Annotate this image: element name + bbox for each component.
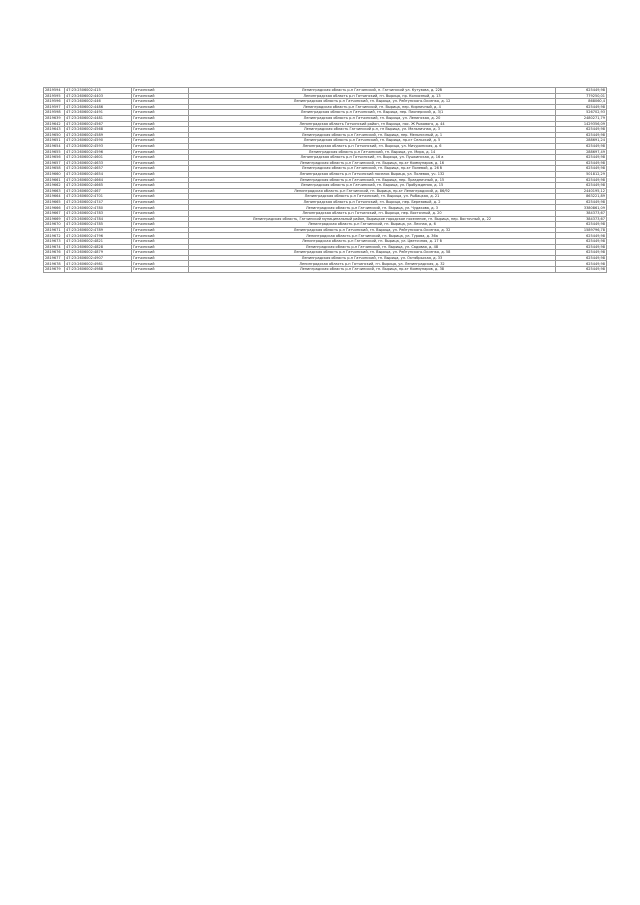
- cadastral-number-cell: 47:23:2606002:4701: [65, 194, 132, 200]
- value-cell: 1429356,09: [556, 121, 607, 127]
- value-cell: 2480271,79: [556, 115, 607, 121]
- value-cell: 288691,24: [556, 138, 607, 144]
- row-id-cell: 2819651: [44, 138, 65, 144]
- value-cell: 625449,98: [556, 233, 607, 239]
- cadastral-number-cell: 47:23:2606002:4589: [65, 132, 132, 138]
- district-cell: Гатчинский: [132, 261, 189, 267]
- address-cell: Ленинградская область Гатчинский р-н, гп Вырица, ул. Мельничная, д. 3: [189, 127, 556, 133]
- address-cell: Ленинградская область р-н Гатчинский, гп. Вырица, ул. Октябрьская, д. 33: [189, 255, 556, 261]
- district-cell: Гатчинский: [132, 110, 189, 116]
- row-id-cell: 2819660: [44, 171, 65, 177]
- value-cell: 288697,49: [556, 149, 607, 155]
- address-cell: Ленинградская область р-н Гатчинский, гп. Вырица, ул. Цветочная, д. 17 б: [189, 239, 556, 245]
- cadastral-number-cell: 47:23:2606002:467: [65, 188, 132, 194]
- value-cell: 2440195,12: [556, 188, 607, 194]
- district-cell: Гатчинский: [132, 99, 189, 105]
- address-cell: Ленинградская область р-н Гатчинский, гп. Вырица, пер. Мельничный, д. 1: [189, 132, 556, 138]
- district-cell: Гатчинский: [132, 177, 189, 183]
- address-cell: Ленинградская область р-н Гатчинский, гп. Вырица, ул. Рыбацкая, д. 21: [189, 194, 556, 200]
- cadastral-number-cell: 47:23:2606002:4747: [65, 199, 132, 205]
- row-id-cell: 2819658: [44, 166, 65, 172]
- cadastral-number-cell: 47:23:2606002:4665: [65, 183, 132, 189]
- address-cell: Ленинградская область р-н Гатчинский, гп. Вырица, ул. Мира, д. 14: [189, 149, 556, 155]
- district-cell: Гатчинский: [132, 188, 189, 194]
- document-table: [43, 87, 605, 273]
- row-id-cell: 2819595: [44, 93, 65, 99]
- district-cell: Гатчинский: [132, 88, 189, 94]
- row-id-cell: 2819666: [44, 205, 65, 211]
- table-row: [44, 267, 607, 273]
- cadastral-number-cell: 47:23:2606002:446: [65, 99, 132, 105]
- value-cell: 625449,98: [556, 143, 607, 149]
- cadastral-number-cell: 47:23:2606002:4596: [65, 149, 132, 155]
- address-cell: Ленинградская область р-н Гатчинский, гп. Вырица, пр-кт Коммунаров, д. 16: [189, 160, 556, 166]
- cadastral-number-cell: 47:23:2606002:4828: [65, 244, 132, 250]
- row-id-cell: 2819639: [44, 115, 65, 121]
- row-id-cell: 2819642: [44, 121, 65, 127]
- value-cell: 625449,98: [556, 132, 607, 138]
- district-cell: Гатчинский: [132, 171, 189, 177]
- cadastral-number-cell: 47:23:2606002:4789: [65, 227, 132, 233]
- value-cell: 779250,01: [556, 93, 607, 99]
- value-cell: 625449,98: [556, 199, 607, 205]
- district-cell: Гатчинский: [132, 138, 189, 144]
- cadastral-number-cell: 47:23:2606002:4633: [65, 160, 132, 166]
- address-cell: Ленинградская область р-н Гатчинский, гп. Вырица, пер. Березовый, д. 2: [189, 199, 556, 205]
- address-cell: Ленинградская область р-н Гатчинский, гп. Вырица, пер. Кирпичный, д. 4: [189, 104, 556, 110]
- value-cell: 384373,67: [556, 211, 607, 217]
- district-cell: Гатчинский: [132, 166, 189, 172]
- district-cell: Гатчинский: [132, 160, 189, 166]
- cadastral-number-cell: 47:23:2606002:4568: [65, 127, 132, 133]
- value-cell: 625449,98: [556, 261, 607, 267]
- district-cell: Гатчинский: [132, 244, 189, 250]
- address-cell: Ленинградская область р-н Гатчинский, гп. Вырица, ул. Турова, д. 36а: [189, 233, 556, 239]
- cadastral-number-cell: 47:23:2606002:4796: [65, 233, 132, 239]
- value-cell: 625449,98: [556, 267, 607, 273]
- cadastral-number-cell: 47:23:2606002:4657: [65, 166, 132, 172]
- district-cell: Гатчинский: [132, 199, 189, 205]
- records-table: [43, 87, 607, 273]
- row-id-cell: 2819679: [44, 267, 65, 273]
- district-cell: Гатчинский: [132, 104, 189, 110]
- district-cell: Гатчинский: [132, 239, 189, 245]
- value-cell: 625449,98: [556, 88, 607, 94]
- row-id-cell: 2819672: [44, 233, 65, 239]
- district-cell: Гатчинский: [132, 233, 189, 239]
- row-id-cell: 2819670: [44, 222, 65, 228]
- address-cell: Ленинградская область р-н Гатчинский, гп. Вырица, ул. Мичуринская, д. 6: [189, 143, 556, 149]
- value-cell: 384373,67: [556, 216, 607, 222]
- value-cell: 625449,98: [556, 255, 607, 261]
- district-cell: Гатчинский: [132, 143, 189, 149]
- row-id-cell: 2819669: [44, 216, 65, 222]
- address-cell: Ленинградская область Гатчинский район, гп Вырица, пос. Ж Рыкового, д. 44: [189, 121, 556, 127]
- address-cell: Ленинградская область р-н Гатчинский, гп. Вырица, пер. Пионерский, д. 3/1: [189, 110, 556, 116]
- cadastral-number-cell: 47:23:2606002:4907: [65, 255, 132, 261]
- value-cell: 625449,98: [556, 239, 607, 245]
- row-id-cell: 2819594: [44, 88, 65, 94]
- value-cell: 625449,98: [556, 160, 607, 166]
- cadastral-number-cell: 47:23:2606002:4486: [65, 104, 132, 110]
- address-cell: Ленинградская область р-н Гатчинский, п. Гатчинский ул. Кутузова, д. 22б: [189, 88, 556, 94]
- value-cell: 625449,98: [556, 244, 607, 250]
- row-id-cell: 2819597: [44, 104, 65, 110]
- address-cell: Ленинградская область р-н Гатчинский поселок Вырица, ул. Полевая, уч. 132: [189, 171, 556, 177]
- district-cell: Гатчинский: [132, 121, 189, 127]
- address-cell: Ленинградская область, Гатчинский муниципальный район, Вырицкое городское поселение, гп. Вырица, пер. Восточный, д. 22: [189, 216, 556, 222]
- district-cell: Гатчинский: [132, 267, 189, 273]
- address-cell: Ленинградская область р-н Гатчинский, гп. Вырица, ул. Пушкинская, д. 16 а: [189, 155, 556, 161]
- cadastral-number-cell: 47:23:2606002:4593: [65, 143, 132, 149]
- value-cell: 868060,4: [556, 99, 607, 105]
- district-cell: Гатчинский: [132, 155, 189, 161]
- cadastral-number-cell: 47:23:2606002:4403: [65, 93, 132, 99]
- district-cell: Гатчинский: [132, 149, 189, 155]
- value-cell: 625449,98: [556, 222, 607, 228]
- cadastral-number-cell: 47:23:2606002:4783: [65, 211, 132, 217]
- cadastral-number-cell: 47:23:2606002:4664: [65, 177, 132, 183]
- cadastral-number-cell: 47:23:2606002:4491: [65, 110, 132, 116]
- value-cell: 625449,98: [556, 183, 607, 189]
- district-cell: Гатчинский: [132, 183, 189, 189]
- district-cell: Гатчинский: [132, 115, 189, 121]
- district-cell: Гатчинский: [132, 205, 189, 211]
- cadastral-number-cell: 47:23:2606002:4981: [65, 261, 132, 267]
- cadastral-number-cell: 47:23:2606002:4590: [65, 138, 132, 144]
- address-cell: Ленинградская область р-н Гатчинский, гп. Вырица, пр-кт Сельский, д. 5: [189, 138, 556, 144]
- district-cell: Гатчинский: [132, 132, 189, 138]
- row-id-cell: 2819665: [44, 199, 65, 205]
- row-id-cell: 2819677: [44, 255, 65, 261]
- row-id-cell: 2819650: [44, 132, 65, 138]
- address-cell: Ленинградская область р-н Гатчинский, гп. Вырица, ул. Лесная, д. 6: [189, 222, 556, 228]
- cadastral-number-cell: 47:23:2606002:4567: [65, 121, 132, 127]
- row-id-cell: 2819671: [44, 227, 65, 233]
- value-cell: 501812,29: [556, 171, 607, 177]
- address-cell: Ленинградская область р-н Гатчинский, гп. Вырица, ул. Рейтунского-Оксенко, д. 32: [189, 227, 556, 233]
- address-cell: Ленинградская область р-н Гатчинский, гп. Вырица, ул. Садовая, д. 48: [189, 244, 556, 250]
- cadastral-number-cell: 47:23:2606002:4988: [65, 267, 132, 273]
- address-cell: Ленинградская область р-н Гатчинский, гп. Вырица, пр-кт Коммунаров, д. 38: [189, 267, 556, 273]
- address-cell: Ленинградская область р-н Гатчинский, гп. Вырица, ул. Рейтунского-Оксенко, д. 58: [189, 250, 556, 256]
- cadastral-number-cell: 47:23:2606002:4654: [65, 171, 132, 177]
- cadastral-number-cell: 47:23:2606002:4879: [65, 250, 132, 256]
- cadastral-number-cell: 47:23:2606002:4821: [65, 239, 132, 245]
- district-cell: Гатчинский: [132, 127, 189, 133]
- value-cell: 625449,98: [556, 127, 607, 133]
- row-id-cell: 2819643: [44, 127, 65, 133]
- address-cell: Ленинградская область р-н Гатчинский, гп. Вырица, ул. Ленинская, д. 20: [189, 115, 556, 121]
- row-id-cell: 2819596: [44, 99, 65, 105]
- address-cell: Ленинградская область р-н Гатчинский, гп. Вырица, ул. Ленинградская, д. 32: [189, 261, 556, 267]
- row-id-cell: 2819654: [44, 143, 65, 149]
- row-id-cell: 2819678: [44, 261, 65, 267]
- row-id-cell: 2819662: [44, 183, 65, 189]
- row-id-cell: 2819663: [44, 188, 65, 194]
- value-cell: 625449,98: [556, 166, 607, 172]
- value-cell: 625449,98: [556, 177, 607, 183]
- district-cell: Гатчинский: [132, 222, 189, 228]
- address-cell: Ленинградская область р-н Гатчинский, гп. Вырица, пер. Восточный, д. 20: [189, 211, 556, 217]
- row-id-cell: 2819664: [44, 194, 65, 200]
- district-cell: Гатчинский: [132, 255, 189, 261]
- table-body: [44, 88, 607, 273]
- value-cell: 863221,89: [556, 194, 607, 200]
- address-cell: Ленинградская область р-н Гатчинский, гп. Вырица, ул. Пробуждения, д. 15: [189, 183, 556, 189]
- address-cell: Ленинградская область р-н Гатчинский, гп. Вырица, ул. Чудакова, д. 3: [189, 205, 556, 211]
- value-cell: 3380861,09: [556, 205, 607, 211]
- cadastral-number-cell: 47:23:2606002:4784: [65, 216, 132, 222]
- row-id-cell: 2819676: [44, 250, 65, 256]
- district-cell: Гатчинский: [132, 227, 189, 233]
- value-cell: 625449,98: [556, 104, 607, 110]
- district-cell: Гатчинский: [132, 216, 189, 222]
- row-id-cell: 2819667: [44, 211, 65, 217]
- cadastral-number-cell: 47:23:2606002:4481: [65, 115, 132, 121]
- value-cell: 625449,98: [556, 250, 607, 256]
- cadastral-number-cell: 47:23:2606002:4601: [65, 155, 132, 161]
- address-cell: Ленинградская область р-н Гатчинский, гп. Вырица, ул. Рейтунского-Оксенко, д. 12: [189, 99, 556, 105]
- row-id-cell: 2819657: [44, 160, 65, 166]
- address-cell: Ленинградская область р-н Гатчинский, гп. Вырица, пр-кт Ленинградский, д. 86/92: [189, 188, 556, 194]
- cadastral-number-cell: 47:23:2606002:4780: [65, 205, 132, 211]
- district-cell: Гатчинский: [132, 93, 189, 99]
- row-id-cell: 2819655: [44, 149, 65, 155]
- value-cell: 526702,93: [556, 110, 607, 116]
- row-id-cell: 2819674: [44, 244, 65, 250]
- row-id-cell: 2819598: [44, 110, 65, 116]
- cadastral-number-cell: 47:23:2506002:415: [65, 88, 132, 94]
- address-cell: Ленинградская область р-н Гатчинский, гп. Вырица, пр. Колхозный, д. 13: [189, 93, 556, 99]
- value-cell: 1589796,78: [556, 227, 607, 233]
- address-cell: Ленинградская область р-н Гатчинский, гп. Вырица, пер. Праздничный, д. 15: [189, 177, 556, 183]
- district-cell: Гатчинский: [132, 211, 189, 217]
- value-cell: 625449,98: [556, 155, 607, 161]
- district-cell: Гатчинский: [132, 194, 189, 200]
- cadastral-number-cell: 47:23:2606002:4785: [65, 222, 132, 228]
- district-cell: Гатчинский: [132, 250, 189, 256]
- address-cell: Ленинградская область р-н Гатчинский, гп. Вырица, пр-кт Полевой, д. 26 б: [189, 166, 556, 172]
- row-id-cell: 2819673: [44, 239, 65, 245]
- row-id-cell: 2819656: [44, 155, 65, 161]
- row-id-cell: 2819661: [44, 177, 65, 183]
